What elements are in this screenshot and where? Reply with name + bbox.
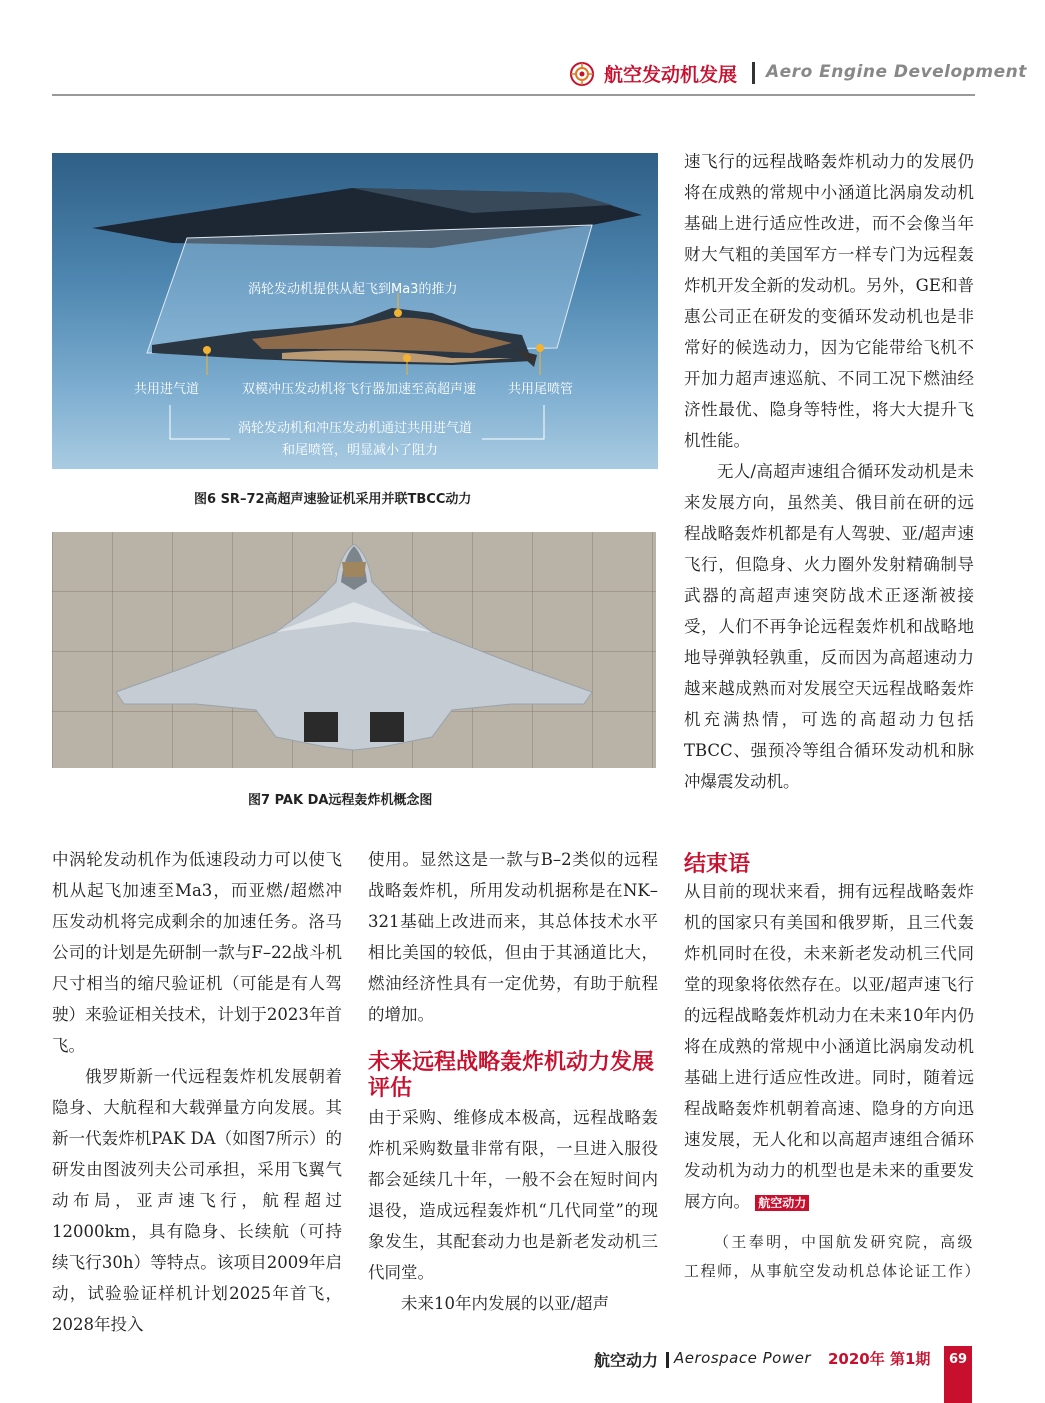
- col2-paragraph-1: 使用。显然这是一款与B–2类似的远程战略轰炸机，所用发动机据称是在NK–321基础上改进而来，其总体技术水平相比美国的较低，但由于其涵道比大，燃油经济性具有一定优势，有助于航程的增加。: [368, 850, 658, 1024]
- figure-7-image: [52, 532, 656, 768]
- column-1: [52, 844, 342, 1340]
- label-shared-intake: 共用进气道: [134, 382, 200, 397]
- header-title-cn: 航空发动机发展: [604, 64, 738, 86]
- column-2-bottom: [368, 1102, 658, 1319]
- footer-journal-en: Aerospace Power: [674, 1349, 811, 1367]
- label-turbine-thrust: 涡轮发动机提供从起飞到Ma3的推力: [248, 282, 458, 297]
- end-mark-badge: 航空动力: [755, 1195, 809, 1211]
- journal-logo-icon: [570, 62, 594, 86]
- footer-issue: 2020年 第1期: [828, 1350, 931, 1368]
- label-shared-drag-2: 和尾喷管，明显减小了阻力: [282, 443, 439, 458]
- footer-journal-cn: 航空动力: [594, 1351, 659, 1370]
- page-header: [0, 56, 1045, 92]
- col1-paragraph-1: 中涡轮发动机作为低速段动力可以使飞机从起飞加速至Ma3，而亚燃/超燃冲压发动机将完成剩余的加速任务。洛马公司的计划是先研制一款与F–22战斗机尺寸相当的缩尺验证机（可能是有人驾驶）来验证相关技术，计划于2023年首飞。: [52, 850, 342, 1055]
- col2-paragraph-2: 由于采购、维修成本极高，远程战略轰炸机采购数量非常有限，一旦进入服役都会延续几十年，一般不会在短时间内退役，造成远程轰炸机“几代同堂”的现象发生，其配套动力也是新老发动机三代同堂。: [368, 1108, 658, 1282]
- col3-paragraph-1: 速飞行的远程战略轰炸机动力的发展仍将在成熟的常规中小涵道比涡扇发动机基础上进行适应性改进，而不会像当年财大气粗的美国军方一样专门为远程轰炸机开发全新的发动机。另外，GE和普惠公司正在研发的变循环发动机也是非常好的候选动力，因为它能带给飞机不开加力超声速巡航、不同工况下燃油经济性最优、隐身等特性，将大大提升飞机性能。: [684, 152, 974, 450]
- header-rule: [52, 94, 975, 96]
- figure-7-caption: 图7 PAK DA远程轰炸机概念图: [248, 793, 433, 808]
- page-footer: [0, 1346, 1045, 1376]
- label-shared-nozzle: 共用尾喷管: [508, 382, 574, 397]
- col2-paragraph-3: 未来10年内发展的以亚/超声: [401, 1294, 610, 1313]
- figure-6-caption: 图6 SR–72高超声速验证机采用并联TBCC动力: [194, 492, 472, 507]
- column-2-top: [368, 844, 658, 1030]
- footer-separator: [666, 1352, 669, 1368]
- author-note: （王奉明，中国航发研究院，高级工程师，从事航空发动机总体论证工作）: [684, 1233, 982, 1280]
- column-3-top: [684, 146, 974, 797]
- column-3-bottom: [684, 876, 974, 1217]
- col3-paragraph-3: 从目前的现状来看，拥有远程战略轰炸机的国家只有美国和俄罗斯，且三代轰炸机同时在役，未来新老发动机三代同堂的现象将依然存在。以亚/超声速飞行的远程战略轰炸机动力在未来10年内仍将在成熟的常规中小涵道比涡扇发动机基础上进行适应性改进。同时，随着远程战略轰炸机朝着高速、隐身的方向迅速发展，无人化和以高超声速组合循环发动机为动力的机型也是未来的重要发展方向。: [684, 882, 974, 1211]
- label-ramjet: 双模冲压发动机将飞行器加速至高超声速: [242, 382, 477, 397]
- pak-da-illustration: [52, 532, 656, 768]
- col1-paragraph-2: 俄罗斯新一代远程轰炸机发展朝着隐身、大航程和大载弹量方向发展。其新一代轰炸机PAK DA（如图7所示）的研发由图波列夫公司承担，采用飞翼气动布局，亚声速飞行，航程超过12000km，具有隐身、长续航（可持续飞行30h）等特点。该项目2009年启动，试验验证样机计划2025年首飞，2028年投入: [52, 1067, 342, 1334]
- page-number: 69: [944, 1346, 972, 1403]
- header-title-en: Aero Engine Development: [766, 62, 1027, 82]
- figure-6-image: [52, 153, 658, 469]
- section-heading-future: 未来远程战略轰炸机动力发展评估: [368, 1050, 655, 1101]
- col3-paragraph-2: 无人/高超声速组合循环发动机是未来发展方向，虽然美、俄目前在研的远程战略轰炸机都是有人驾驶、亚/超声速飞行，但隐身、火力圈外发射精确制导武器的高超声速突防战术正逐渐被接受，人们不再争论远程轰炸机和战略地地导弹孰轻孰重，反而因为高超速动力越来越成熟而对发展空天远程战略轰炸机充满热情，可选的高超动力包括TBCC、强预冷等组合循环发动机和脉冲爆震发动机。: [684, 462, 974, 791]
- section-heading-conclusion: 结束语: [684, 852, 751, 877]
- header-separator: [752, 62, 755, 84]
- label-shared-drag-1: 涡轮发动机和冲压发动机通过共用进气道: [238, 421, 473, 436]
